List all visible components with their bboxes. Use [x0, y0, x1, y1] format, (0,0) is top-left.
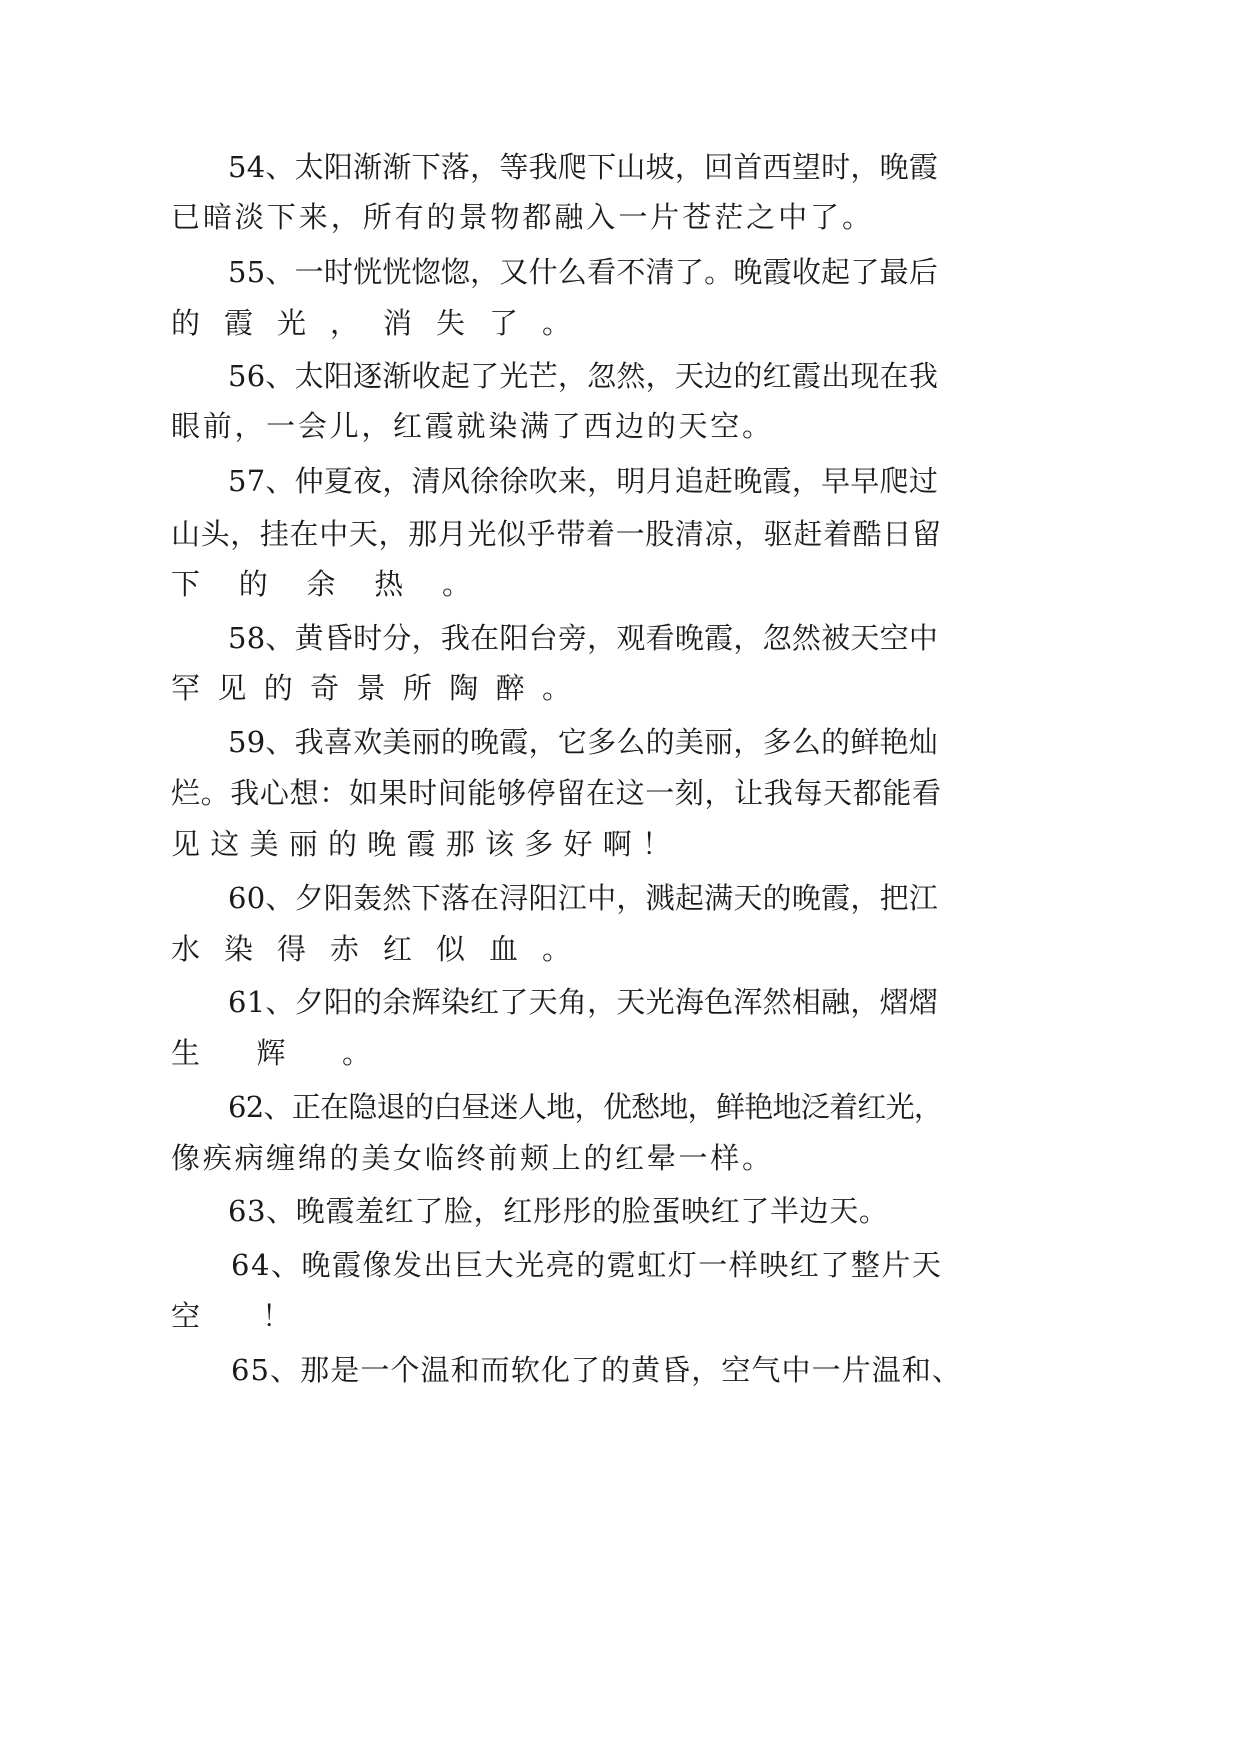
text-line: 罕见的奇景所陶醉。 — [171, 671, 589, 705]
text-line: 59、我喜欢美丽的晚霞，它多么的美丽，多么的鲜艳灿 — [228, 725, 939, 759]
text-line: 56、太阳逐渐收起了光芒，忽然，天边的红霞出现在我 — [228, 359, 939, 393]
text-line: 65、那是一个温和而软化了的黄昏，空气中一片温和、 — [231, 1353, 962, 1387]
text-line: 63、晚霞羞红了脸，红彤彤的脸蛋映红了半边天。 — [228, 1194, 889, 1228]
text-line: 62、正在隐退的白昼迷人地，优愁地，鲜艳地泛着红光， — [228, 1090, 943, 1124]
text-line: 见这美丽的晚霞那该多好啊！ — [171, 827, 682, 861]
text-line: 眼前，一会儿，红霞就染满了西边的天空。 — [171, 409, 774, 443]
text-line: 57、仲夏夜，清风徐徐吹来，明月追赶晚霞，早早爬过 — [228, 464, 939, 498]
text-line: 下的余热。 — [171, 567, 510, 601]
text-line: 空！ — [171, 1299, 354, 1333]
text-line: 55、一时恍恍惚惚，又什么看不清了。晚霞收起了最后 — [228, 255, 939, 289]
text-line: 60、夕阳轰然下落在浔阳江中，溅起满天的晚霞，把江 — [228, 881, 939, 915]
text-line: 64、晚霞像发出巨大光亮的霓虹灯一样映红了整片天 — [231, 1248, 943, 1282]
text-line: 已暗淡下来，所有的景物都融入一片苍茫之中了。 — [171, 200, 874, 234]
text-line: 的霞光，消失了。 — [171, 306, 596, 340]
text-line: 58、黄昏时分，我在阳台旁，观看晚霞，忽然被天空中 — [228, 621, 939, 655]
text-line: 像疾病缠绵的美女临终前颊上的红晕一样。 — [171, 1141, 774, 1175]
text-line: 烂。我心想：如果时间能够停留在这一刻，让我每天都能看 — [171, 776, 942, 810]
text-line: 54、太阳渐渐下落，等我爬下山坡，回首西望时，晚霞 — [228, 150, 939, 184]
text-line: 61、夕阳的余辉染红了天角，天光海色浑然相融，熠熠 — [228, 985, 939, 1019]
text-line: 山头，挂在中天，那月光似乎带着一股清凉，驱赶着酷日留 — [171, 517, 942, 551]
text-line: 水染得赤红似血。 — [171, 932, 596, 966]
text-line: 生辉。 — [171, 1036, 428, 1070]
